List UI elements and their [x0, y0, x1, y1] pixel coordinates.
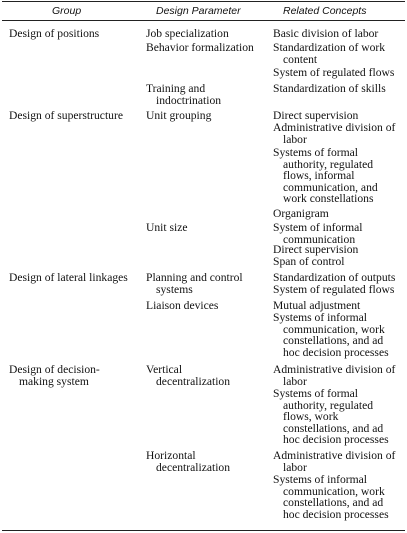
group-name: making system	[19, 374, 89, 388]
related-concept: Administrative division of	[273, 121, 396, 134]
design-parameter: Training and	[146, 82, 206, 95]
design-parameter: Vertical	[146, 363, 183, 376]
design-parameter: Unit size	[146, 221, 188, 234]
related-concept: labor	[283, 460, 307, 474]
design-parameter: Horizontal	[146, 449, 196, 462]
related-concept: Direct supervision	[273, 243, 359, 256]
top-rule	[2, 1, 405, 2]
related-concept: Systems of formal	[273, 387, 359, 400]
design-parameter: indoctrination	[156, 93, 222, 107]
design-parameter: decentralization	[156, 460, 231, 474]
group-name: Design of positions	[9, 27, 100, 40]
related-concept: constellations, and ad	[283, 334, 384, 348]
related-concept: communication, work	[283, 322, 385, 336]
group-name: Design of superstructure	[9, 109, 123, 122]
design-parameter: Job specialization	[146, 27, 229, 40]
related-concept: Standardization of work	[273, 41, 386, 54]
related-concept: Organigram	[273, 207, 329, 220]
design-parameter: Unit grouping	[146, 109, 212, 122]
related-concept: Direct supervision	[273, 109, 359, 122]
related-concept: System of regulated flows	[273, 283, 395, 296]
related-concept: Administrative division of	[273, 449, 396, 462]
related-concept: work constellations	[283, 192, 374, 206]
related-concept: authority, regulated	[283, 157, 374, 171]
related-concept: Span of control	[273, 255, 345, 268]
header-related-concepts: Related Concepts	[283, 5, 367, 17]
related-concept: constellations, and ad	[283, 496, 384, 510]
related-concept: Systems of formal	[273, 146, 359, 159]
related-concept: Mutual adjustment	[273, 299, 361, 312]
related-concept: System of regulated flows	[273, 66, 395, 79]
design-parameter: decentralization	[156, 374, 231, 388]
header-design-parameter: Design Parameter	[156, 5, 241, 17]
design-parameter: Liaison devices	[146, 299, 219, 312]
related-concept: communication, work	[283, 484, 385, 498]
related-concept: Standardization of skills	[273, 82, 386, 95]
bottom-rule	[2, 530, 405, 531]
related-concept: content	[283, 52, 318, 66]
related-concept: hoc decision processes	[283, 507, 389, 521]
related-concept: hoc decision processes	[283, 433, 389, 447]
related-concept: communication, and	[283, 180, 378, 194]
related-concept: labor	[283, 374, 307, 388]
design-parameter: Planning and control	[146, 271, 243, 284]
related-concept: constellations, and ad	[283, 421, 384, 435]
related-concept: Basic division of labor	[273, 27, 379, 40]
related-concept: Systems of informal	[273, 473, 368, 486]
related-concept: flows, work	[283, 410, 339, 424]
related-concept: hoc decision processes	[283, 345, 389, 359]
related-concept: Systems of informal	[273, 311, 368, 324]
related-concept: Standardization of outputs	[273, 271, 396, 284]
related-concept: Administrative division of	[273, 363, 396, 376]
related-concept: flows, informal	[283, 169, 355, 183]
design-parameter: systems	[156, 282, 193, 296]
header-group: Group	[52, 5, 82, 17]
related-concept: authority, regulated	[283, 398, 374, 412]
related-concept: System of informal	[273, 221, 363, 234]
group-name: Design of decision-	[9, 363, 100, 376]
header-rule	[2, 20, 405, 21]
related-concept: communication	[283, 232, 356, 246]
design-parameter: Behavior formalization	[146, 41, 254, 54]
group-name: Design of lateral linkages	[9, 271, 128, 284]
related-concept: labor	[283, 132, 307, 146]
